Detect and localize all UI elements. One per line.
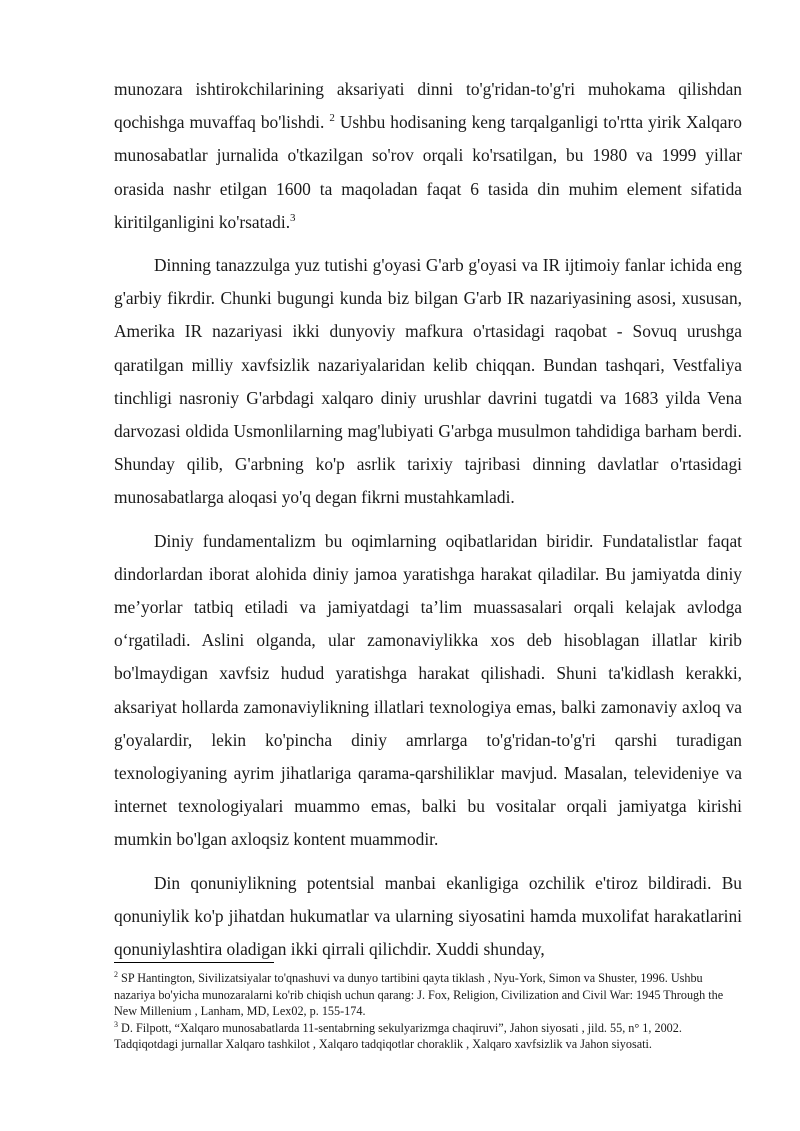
- footnote-marker: 2: [114, 969, 118, 979]
- paragraph: Diniy fundamentalizm bu oqimlarning oqibatlaridan biridir. Fundatalistlar faqat dindorlardan iborat alohida diniy jamoa yaratishga harakat qiladilar. Bu jamiyatda diniy me’yorlar tatbiq etiladi va jamiyatdagi ta’lim muassasalari orqali kelajak avlodga o‘rgatiladi. Aslini olganda, ular zamonaviylikka xos deb hisoblagan illatlar kirib bo'lmaydigan xavfsiz hudud yaratishga harakat qilishadi. Shuni ta'kidlash kerakki, aksariyat hollarda zamonaviylikning illatlari texnologiya emas, balki zamonaviy axloq va g'oyalardir, lekin ko'pincha diniy amrlarga to'g'ridan-to'g'ri qarshi turadigan texnologiyaning ayrim jihatlariga qarama-qarshiliklar mavjud. Masalan, televideniye va internet texnologiyalari muammo emas, balki bu vositalar orqali jamiyatga kirishi mumkin bo'lgan axloqsiz kontent muammodir.: [114, 530, 742, 850]
- footnotes: [114, 970, 742, 1053]
- footnote-marker: 3: [114, 1019, 118, 1029]
- paragraph: Dinning tanazzulga yuz tutishi g'oyasi G'arb g'oyasi va IR ijtimoiy fanlar ichida eng g'arbiy fikrdir. Chunki bugungi kunda biz bilgan G'arb IR nazariyasining asosi, xususan, Amerika IR nazariyasi ikki dunyoviy mafkura o'rtasidagi raqobat - Sovuq urushga qaratilgan milliy xavfsizlik nazariyalaridan kelib chiqqan. Bundan tashqari, Vestfaliya tinchligi nasroniy G'arbdagi xalqaro diniy urushlar davrini tugatdi va 1683 yilda Vena darvozasi oldida Usmonlilarning mag'lubiyati G'arbga musulmon tahdidiga barham berdi. Shunday qilib, G'arbning ko'p asrlik tarixiy tajribasi dinning davlatlar o'rtasidagi munosabatlarga aloqasi yo'q degan fikrni mustahkamladi.: [114, 255, 742, 508]
- paragraph-text: Ushbu hodisaning keng tarqalganligi to'rtta yirik Xalqaro munosabatlar jurnalida o'tkazilgan so'rov orqali ko'rsatilgan, bu 1980 va 1999 yillar orasida nashr etilgan 1600 ta maqoladan faqat 6 tasida din muhim element sifatida kiritilganligini ko'rsatadi.: [114, 112, 742, 232]
- body-text: [114, 73, 742, 976]
- footnote-text: D. Filpott, “Xalqaro munosabatlarda 11-sentabrning sekulyarizmga chaqiruvi”, Jahon siyosati , jild. 55, n° 1, 2002. Tadqiqotdagi jurnallar Xalqaro tashkilot , Xalqaro tadqiqotlar choraklik , Xalqaro xavfsizlik va Jahon siyosati.: [114, 1020, 682, 1051]
- footnote-text: SP Hantington, Sivilizatsiyalar to'qnashuvi va dunyo tartibini qayta tiklash , Nyu-York, Simon va Shuster, 1996. Ushbu nazariya bo'yicha munozaralarni ko'rib chiqish uchun qarang: J. Fox, Religion, Civilization and Civil War: 1945 Through the New Millenium , Lanham, MD, Lex02, p. 155-174.: [114, 971, 724, 1018]
- footnote: [114, 1020, 742, 1053]
- footnote: [114, 970, 742, 1020]
- footnote-ref[interactable]: 3: [290, 212, 296, 225]
- footnote-separator: [114, 962, 274, 963]
- paragraph-continuation: [114, 73, 742, 239]
- footnote-ref[interactable]: 2: [329, 112, 335, 125]
- paragraph: Din qonuniylikning potentsial manbai ekanligiga ozchilik e'tiroz bildiradi. Bu qonuniylik ko'p jihatdan hukumatlar va ularning siyosatini hamda muxolifat harakatlarini qonuniylashtira oladigan ikki qirrali qilichdir. Xuddi shunday,: [114, 872, 742, 960]
- paragraph-text: munozara ishtirokchilarining aksariyati dinni to'g'ridan-to'g'ri muhokama qilishdan qochishga muvaffaq bo'lishdi.: [114, 79, 742, 133]
